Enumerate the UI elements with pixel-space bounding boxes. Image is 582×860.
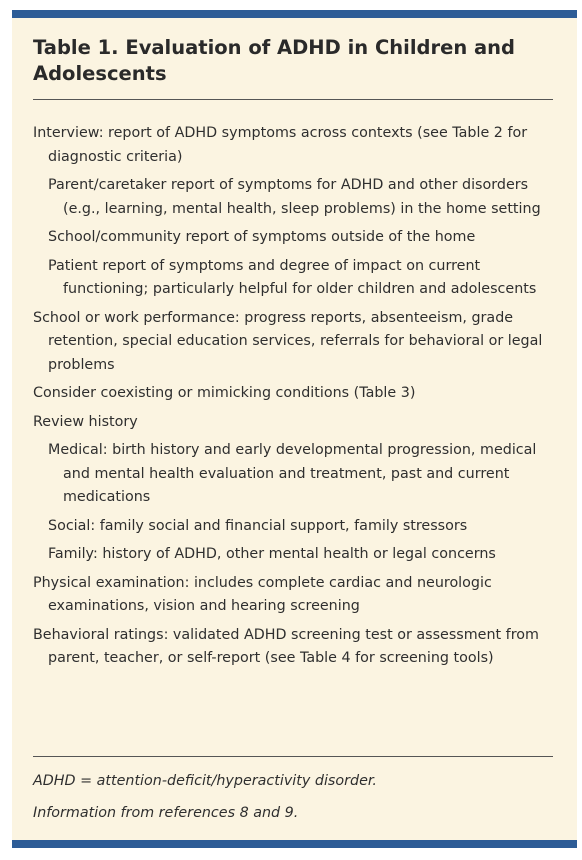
footnote-source: Information from references 8 and 9. [33,805,299,821]
table-row-sub: Medical: birth history and early developmental progression, medical and mental health evaluation and treatment, past and current medications [48,442,537,505]
table-row-sub: Family: history of ADHD, other mental health or legal concerns [48,546,496,562]
table-row-sub: Parent/caretaker report of symptoms for ADHD and other disorders (e.g., learning, mental health, sleep problems) in the home setting [48,177,541,217]
table-row-sub: Social: family social and financial support, family stressors [48,517,468,534]
table-row-sub: Patient report of symptoms and degree of impact on current functioning; particularly helpful for older children and adolescents [48,257,537,297]
table-row-main: Behavioral ratings: validated ADHD screening test or assessment from parent, teacher, or self-report (see Table 4 for screening tools) [33,626,539,666]
table-row-main: School or work performance: progress reports, absenteeism, grade retention, special education services, referrals for behavioral or legal problems [33,309,543,373]
title-divider [33,99,553,100]
table-title: Table 1. Evaluation of ADHD in Children and Adolescents [33,36,515,85]
footnote-abbreviation: ADHD = attention-deficit/hyperactivity disorder. [33,773,377,789]
table-rows [33,122,558,676]
table-row-main: Interview: report of ADHD symptoms across contexts (see Table 2 for diagnostic criteria) [33,125,528,165]
bottom-border-bar [12,840,577,848]
top-border-bar [12,10,577,18]
table-panel [12,10,577,848]
table-row-main: Review history [33,413,138,430]
table-row-main: Consider coexisting or mimicking conditions (Table 3) [33,385,416,401]
table-row-sub: School/community report of symptoms outside of the home [48,229,476,245]
footer-divider [33,756,553,757]
table-row-main: Physical examination: includes complete cardiac and neurologic examinations, vision and hearing screening [33,574,492,614]
